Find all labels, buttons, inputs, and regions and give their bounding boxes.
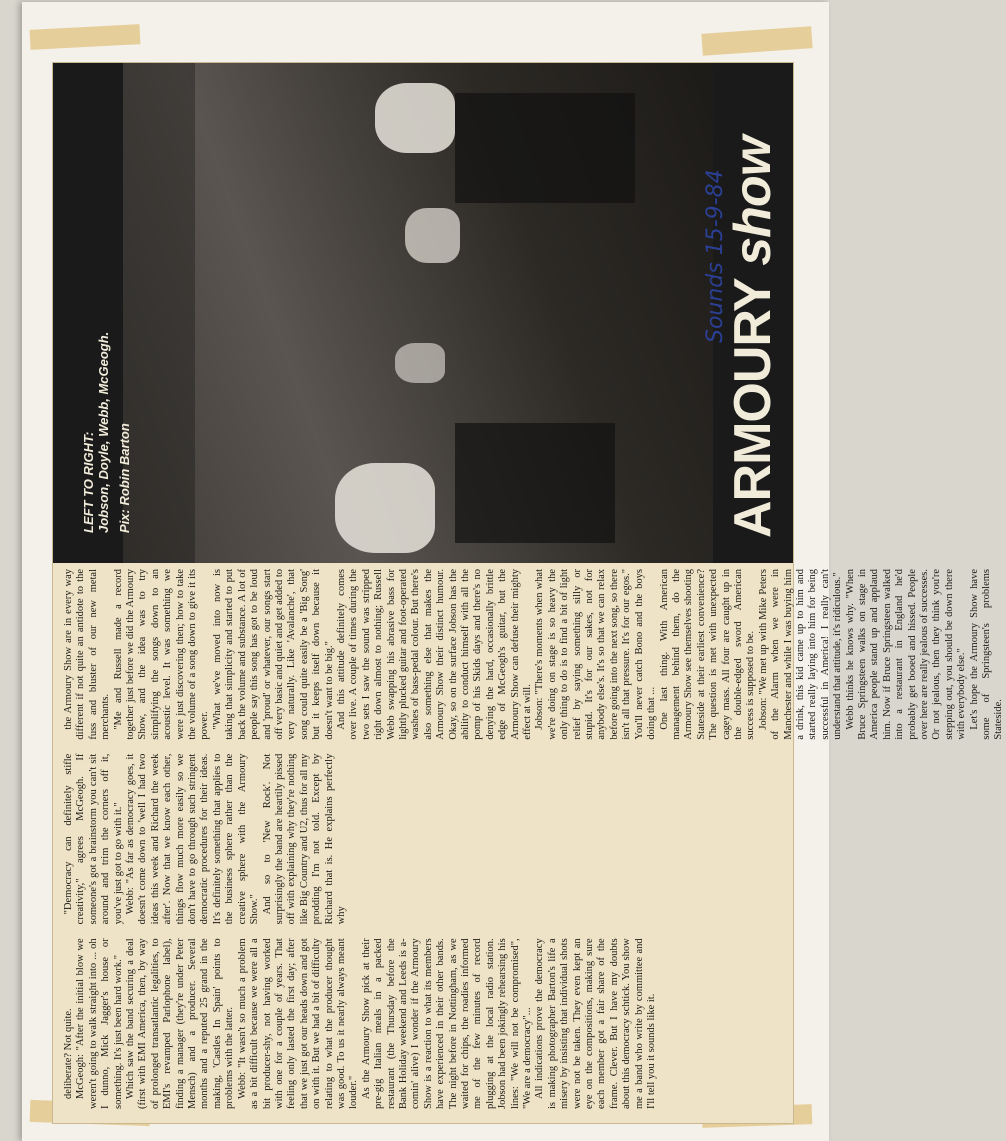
article-paragraph: the Armoury Show are in every way different if not quite an antidote to the fuss and bluster of our new metal merchants. (63, 568, 112, 740)
band-member-figure (395, 343, 445, 383)
band-member-figure (375, 83, 455, 153)
article-paragraph: "Democracy can definitely stifle creativity," agrees McGeogh. If someone's got a brainstorm you can't sit around and trim the corners off it, you've just got to go with it." (63, 753, 124, 925)
headline-part1: ARMOURY (724, 279, 782, 538)
article-paragraph: One last thing. With American management behind them, do the Armoury Show see themselves shooting Stateside at their earliest convenience? The question is met with unexpected cagey mass. All four are caught up in the double-edged sword American success is supposed to be. (658, 568, 757, 740)
tape-strip (701, 26, 812, 56)
article-column-2 (63, 754, 783, 925)
band-member-figure (335, 463, 435, 553)
article-paragraph: All indications prove the democracy is making photographer Barton's life a misery by insisting that individual shots were not be taken. They even kept an eye on the compositions, making sure each member got a fair share of the frame. Clever. But I have my doubts about this democracy schtick. You show me a band who write by committee and I'll tell you it sounds like it. (534, 938, 658, 1109)
article-paragraph: As the Armoury Show pick at their pre-gig Italian meals in a packed restaurant (the Thursday before the Bank Holiday weekend and Leeds is a-comin' alive) I wonder if the Armoury Show is a reaction to what its members have experienced in their other bands. The night before in Nottingham, as we waited for chips, the roadies informed me of the few minutes of record plugging at the local radio station. Jobson had been jokingly rehearsing his lines: "We will not be compromised", "We are a democracy"... (360, 938, 534, 1109)
article-paragraph: Webb: "As far as democracy goes, it doesn't come down to 'well I had two ideas this week and Richard the week after'. Now that we know each other, things flow much more easily so we don't have to go through such stringent democratic procedures for their ideas. It's definitely something that applies to the business sphere rather than the creative sphere with the Armoury Show." (125, 753, 261, 925)
band-member-figure (405, 208, 460, 263)
article-body (63, 568, 1005, 1109)
rotated-content (53, 63, 1005, 1123)
article-paragraph: Jobson: "There's moments when what we're doing on stage is so heavy the only thing to do is to find a bit of light relief by saying something silly or stupid. It's for our sakes, not for anybody else's. It's so that we can relax before going into the next song, so there isn't all that pressure. It's for our egos." You'll never catch Bono and the boys doing that ... (534, 568, 658, 740)
caption-line1: LEFT TO RIGHT: (81, 431, 96, 533)
article-paragraph: "Me and Russell made a record together just before we did the Armoury Show, and the idea was to try simplifying the songs down to an acoustic level. It was something we were just discovering then; how to take the volume of a song down to give it its power. (112, 568, 211, 740)
band-photo (75, 63, 715, 563)
caption-line2: Jobson, Doyle, Webb, McGeogh. (96, 331, 111, 533)
newspaper-clipping (52, 62, 1005, 1124)
photo-credit: Pix: Robin Barton (117, 423, 132, 533)
article-column-1 (63, 938, 783, 1109)
article-paragraph: And this attitude definitely comes over live. A couple of times during the two sets I saw the sound was stripped right down almost to nothing; Russell Webb swapping his abrasive bass for lightly plucked guitar and foot-operated washes of bass-pedal colour. But there's also something else that makes the Armoury Show their distinct humour. Okay, so on the surface Jobson has the ability to conduct himself with all the pomp of his Skids days and there's no denying the hard, occasionally brittle edge of McGeogh's guitar, but the Armoury Show can defuse their mighty effect at will. (335, 568, 534, 740)
article-paragraph: And so to 'New Rock'. Not surprisingly the band are heartily pissed off with explaining why they're nothing like Big Country and U2, thus for all my prodding I'm not told. Except by Richard that is. He explains perfectly why (261, 753, 347, 925)
article-column-3 (63, 568, 1005, 740)
photo-caption (81, 93, 132, 533)
headline (723, 137, 783, 538)
album-page (22, 2, 1005, 1141)
article-paragraph: Webb: "It wasn't so much a problem as a bit difficult because we were all a bit producer-shy, not having worked with one for a couple of years. That feeling only lasted the first day; after that we just got our heads down and got on with it. But we had a bit of difficulty relating to what the producer thought was good. To us it nearly always meant louder." (236, 938, 360, 1109)
article-paragraph: "What we've moved into now is taking that simplicity and started to put back the volume and substance. A lot of people say this song has got to be loud and 'proud' or whatever, our songs start off very basic and quiet and get added to very naturally. Like 'Avalanche', that song could quite easily be a 'Big Song' but it keeps itself down because it doesn't want to be big." (211, 568, 335, 740)
article-paragraph: McGeogh: "After the initial blow we weren't going to walk straight into ... oh I dunno, Mick Jagger's house or something. It's just been hard work." (75, 938, 124, 1109)
headline-part2: show (724, 136, 782, 266)
article-paragraph: Which saw the band securing a deal (first with EMI America, then, by way of prolonged transatlantic legalities, to EMI's revamped Parlophone label), finding a manager (they're under Peter Mensch) and a producer. Several months and a reputed 25 grand in the making, 'Castles In Spain' points to problems with the latter. (125, 938, 236, 1109)
article-paragraph: Jobson: "We met up with Mike Peters of the Alarm when we were in Manchester and while I was buying him a drink, this kid came up to him and started really laying into him for being successful in America! I really can't understand that attitude, it's ridiculous." (757, 568, 844, 740)
handwritten-note: Sounds 15-9-84 (703, 169, 728, 343)
article-paragraph: Webb thinks he knows why. "When Bruce Springsteen walks on stage in America people stand up and applaud him. Now if Bruce Springsteen walked into a restaurant in England he'd probably get booed and hissed. People over here are really jealous of successes. Or not jealous, then they think you're stepping out, you should be down there with everybody else." (844, 568, 968, 740)
article-paragraph: deliberate? Not quite. (63, 1008, 74, 1099)
tape-strip (30, 24, 141, 50)
article-paragraph: Let's hope the Armoury Show have some of Springsteen's problems Stateside. (968, 568, 1005, 740)
